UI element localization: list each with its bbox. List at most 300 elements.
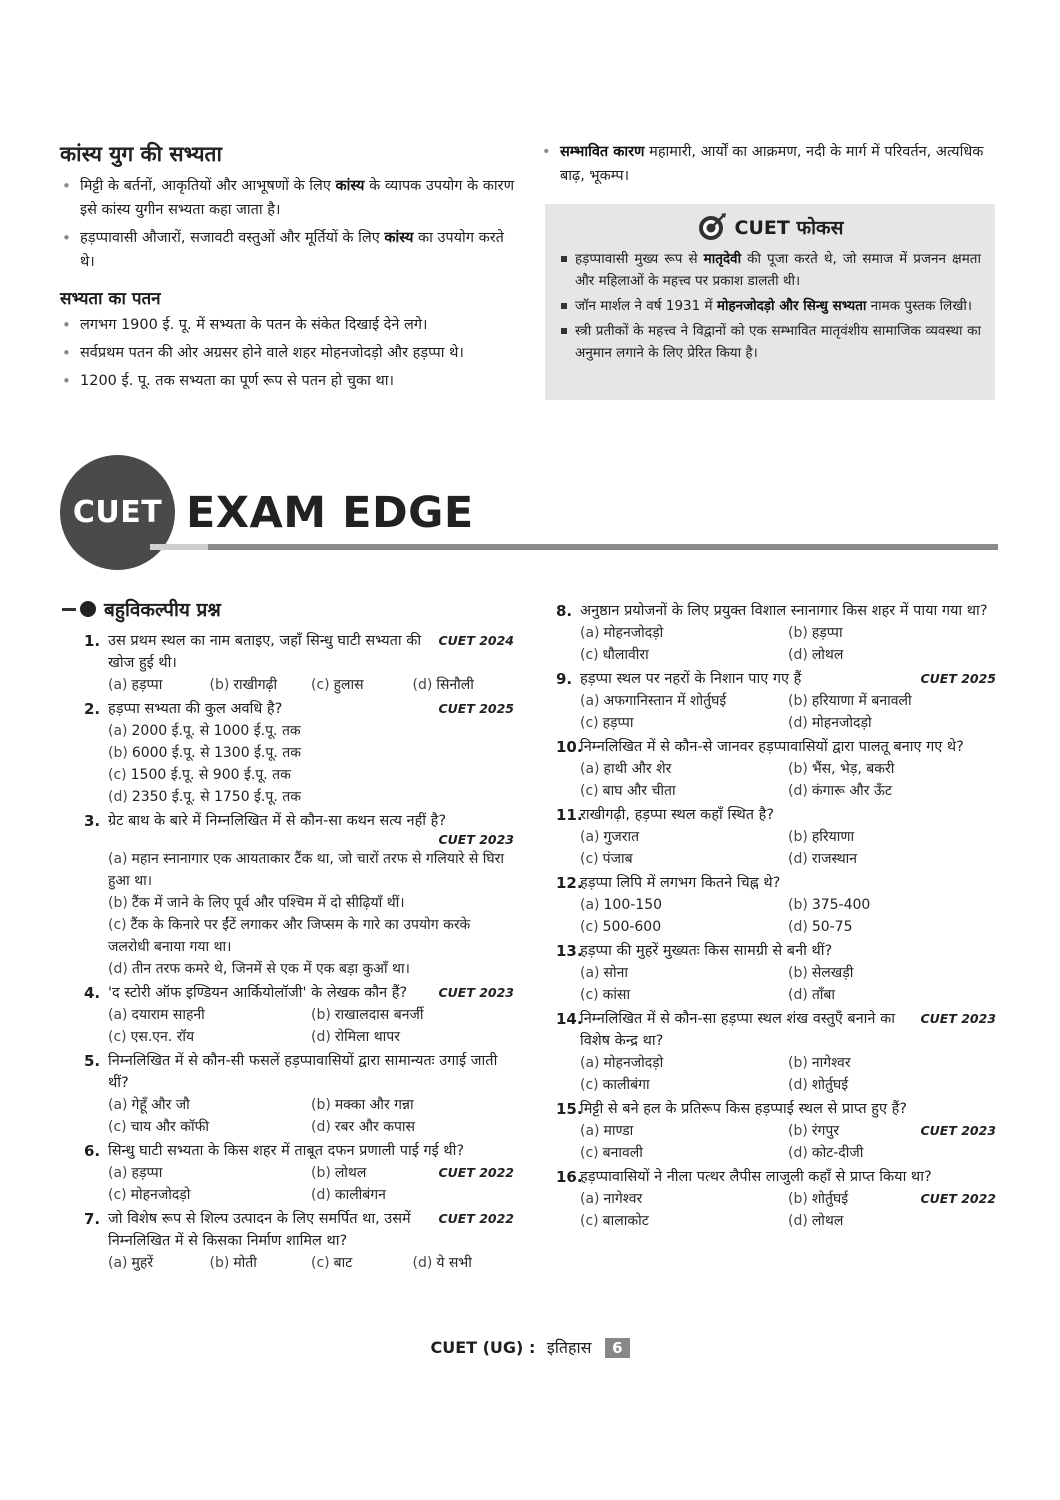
option-letter: (d) <box>788 1213 808 1229</box>
option <box>311 674 413 696</box>
option-letter: (d) <box>788 1145 808 1161</box>
bronze-list <box>60 174 520 274</box>
question-text-content: निम्नलिखित में से कौन-सा हड़प्पा स्थल शंख वस्तुएँ बनाने का विशेष केन्द्र था? <box>580 1011 895 1049</box>
question-text-content: उस प्रथम स्थल का नाम बताइए, जहाँ सिन्धु घाटी सभ्यता की खोज हुई थी। <box>108 633 422 671</box>
option <box>210 674 312 696</box>
option-text: टैंक के किनारे पर ईंटें लगाकर और जिप्सम के गारे का उपयोग करके जलरोधी बनाया गया था। <box>108 917 471 955</box>
options-list <box>84 1252 514 1274</box>
option-text: बनावली <box>602 1145 643 1161</box>
option-text: 1500 ई.पू. से 900 ई.पू. तक <box>130 767 291 783</box>
exam-year-tag: CUET 2023 <box>438 985 514 1000</box>
option <box>580 916 788 938</box>
option <box>788 894 996 916</box>
focus-item-3: स्त्री प्रतीकों के महत्त्व ने विद्वानों को एक सम्भावित मातृवंशीय सामाजिक व्यवस्था का अनुमान लगाने के लिए प्रेरित किया है। <box>559 320 981 364</box>
option-letter: (b) <box>108 745 128 761</box>
option-letter: (a) <box>580 693 600 709</box>
option <box>311 1162 514 1184</box>
option <box>788 780 996 802</box>
question-item <box>84 1140 514 1206</box>
option <box>210 1252 312 1274</box>
question-number: 4. <box>84 984 101 1002</box>
option-letter: (a) <box>108 1255 128 1271</box>
option-letter: (c) <box>580 783 599 799</box>
option <box>788 1120 996 1142</box>
decline-item-2: • सर्वप्रथम पतन की ओर अग्रसर होने वाले शहर मोहनजोदड़ो और हड़प्पा थे। <box>60 341 520 365</box>
question-item <box>556 668 996 734</box>
question-item <box>556 804 996 870</box>
question-text <box>108 1050 514 1094</box>
option-letter: (b) <box>311 1097 331 1113</box>
question-number: 14. <box>556 1010 583 1028</box>
option-letter: (a) <box>580 1055 600 1071</box>
bronze-age-section <box>60 140 520 397</box>
option <box>108 720 514 742</box>
option <box>580 1074 788 1096</box>
option-text: धौलावीरा <box>602 647 649 663</box>
question-row <box>556 872 996 894</box>
option-letter: (d) <box>788 919 808 935</box>
question-row <box>556 736 996 758</box>
option <box>788 848 996 870</box>
option <box>108 764 514 786</box>
option <box>311 1026 514 1048</box>
option <box>311 1004 514 1026</box>
option-text: 100-150 <box>603 897 663 913</box>
option-letter: (c) <box>580 715 599 731</box>
option <box>788 962 996 984</box>
question-row <box>84 1208 514 1252</box>
option-text: कांसा <box>602 987 631 1003</box>
option <box>108 1116 311 1138</box>
option-text: 2000 ई.पू. से 1000 ई.पू. तक <box>131 723 301 739</box>
option <box>108 1004 311 1026</box>
question-item <box>556 1166 996 1232</box>
option <box>108 1026 311 1048</box>
option-text: लोथल <box>334 1165 367 1181</box>
option-text: कोट-दीजी <box>811 1145 864 1161</box>
option <box>413 674 515 696</box>
option-letter: (c) <box>580 851 599 867</box>
options-list <box>556 1052 996 1096</box>
option-letter: (b) <box>788 897 808 913</box>
option-text: मोहनजोदड़ो <box>603 625 664 641</box>
question-text <box>580 1098 996 1120</box>
options-list <box>84 674 514 696</box>
question-row <box>556 940 996 962</box>
option-letter: (d) <box>108 961 128 977</box>
option <box>108 958 514 980</box>
question-item <box>556 600 996 666</box>
option-letter: (c) <box>580 1145 599 1161</box>
option-text: टैंक में जाने के लिए पूर्व और पश्चिम में दो सीढ़ियाँ थीं। <box>131 895 405 911</box>
target-icon <box>697 212 727 242</box>
option <box>108 674 210 696</box>
question-text-content: जो विशेष रूप से शिल्प उत्पादन के लिए समर्पित था, उसमें निम्नलिखित में से किसका निर्माण शामिल था? <box>108 1211 411 1249</box>
option-letter: (a) <box>108 1165 128 1181</box>
option-letter: (c) <box>108 1187 127 1203</box>
question-row <box>556 600 996 622</box>
question-text-content: हड़प्पावासियों ने नीला पत्थर लैपीस लाजुली कहाँ से प्राप्त किया था? <box>580 1169 932 1185</box>
question-text <box>108 1208 514 1252</box>
option-letter: (b) <box>209 1255 230 1271</box>
question-text-content: हड़प्पा स्थल पर नहरों के निशान पाए गए हैं <box>580 671 802 687</box>
decline-list <box>60 313 520 393</box>
option-text: गुजरात <box>603 829 640 845</box>
option-text: चाय और कॉफी <box>130 1119 210 1135</box>
options-list <box>556 758 996 802</box>
option-text: सोना <box>603 965 629 981</box>
option-text: कालीबंगन <box>334 1187 386 1203</box>
option-letter: (c) <box>108 1119 127 1135</box>
banner-rule <box>208 544 998 550</box>
question-text-content: मिट्टी से बने हल के प्रतिरूप किस हड़प्पाई स्थल से प्राप्त हुए हैं? <box>580 1101 907 1117</box>
option-text: माण्डा <box>603 1123 634 1139</box>
option <box>580 622 788 644</box>
exam-edge-title: EXAM EDGE <box>186 488 474 538</box>
option-text: रंगपुर <box>811 1123 840 1139</box>
option-text: बाघ और चीता <box>602 783 676 799</box>
option <box>788 826 996 848</box>
question-row <box>556 1098 996 1120</box>
question-item <box>84 698 514 808</box>
option-letter: (a) <box>580 829 600 845</box>
options-list <box>84 1162 514 1206</box>
option-letter: (d) <box>788 715 808 731</box>
heading-dot-icon <box>80 601 96 617</box>
question-number: 12. <box>556 874 583 892</box>
question-text <box>580 804 996 826</box>
option <box>788 644 996 666</box>
option-letter: (b) <box>209 677 230 693</box>
option-text: 50-75 <box>811 919 853 935</box>
question-text-content: हड़प्पा की मुहरें मुख्यतः किस सामग्री से बनी थीं? <box>580 943 833 959</box>
option <box>788 984 996 1006</box>
option-text: मुहरें <box>131 1255 154 1271</box>
option-letter: (d) <box>412 1255 433 1271</box>
focus-item-1: हड़प्पावासी मुख्य रूप से मातृदेवी की पूजा करते थे, जो समाज में प्रजनन क्षमता और महिलाओं के महत्त्व पर प्रकाश डालती थी। <box>559 248 981 292</box>
question-row <box>556 804 996 826</box>
banner-rule-light <box>150 544 210 550</box>
option-text: ताँबा <box>811 987 836 1003</box>
option <box>580 826 788 848</box>
option-text: 375-400 <box>811 897 871 913</box>
question-text <box>108 630 514 674</box>
option-text: हरियाणा में बनावली <box>811 693 912 709</box>
option <box>108 1162 311 1184</box>
option-text: शोर्तुघई <box>811 1077 849 1093</box>
bronze-item-1: • मिट्टी के बर्तनों, आकृतियों और आभूषणों के लिए कांस्य के व्यापक उपयोग के कारण इसे कांस्य युगीन सभ्यता कहा जाता है। <box>60 174 520 222</box>
options-list <box>556 622 996 666</box>
option-text: बाट <box>333 1255 353 1271</box>
option-letter: (a) <box>580 897 600 913</box>
mcq-heading <box>62 596 221 622</box>
option <box>580 1188 788 1210</box>
section-title-bronze: कांस्य युग की सभ्यता <box>60 142 222 166</box>
question-text <box>580 600 996 622</box>
option-text: हरियाणा <box>811 829 855 845</box>
options-list <box>84 1004 514 1048</box>
option-text: राखीगढ़ी <box>233 677 278 693</box>
option-letter: (a) <box>580 1191 600 1207</box>
question-text-content: हड़प्पा लिपि में लगभग कितने चिह्न थे? <box>580 875 781 891</box>
exam-year-tag: CUET 2024 <box>438 633 514 648</box>
question-text <box>580 668 996 690</box>
question-number: 6. <box>84 1142 101 1160</box>
question-text <box>108 698 514 720</box>
question-item <box>84 630 514 696</box>
decline-item-3: • 1200 ई. पू. तक सभ्यता का पूर्ण रूप से पतन हो चुका था। <box>60 369 520 393</box>
option <box>580 962 788 984</box>
option <box>108 1252 210 1274</box>
option-letter: (a) <box>108 677 128 693</box>
option-letter: (b) <box>788 625 808 641</box>
option-letter: (c) <box>108 917 127 933</box>
page-number: 6 <box>605 1338 629 1358</box>
option <box>311 1252 413 1274</box>
option <box>788 1052 996 1074</box>
question-row <box>84 810 514 832</box>
option-letter: (a) <box>580 1123 600 1139</box>
question-item <box>556 872 996 938</box>
question-number: 3. <box>84 812 101 830</box>
exam-year-tag: CUET 2022 <box>920 1191 996 1206</box>
option <box>788 916 996 938</box>
option <box>788 1142 996 1164</box>
option-letter: (c) <box>311 1255 330 1271</box>
option-text: मोती <box>233 1255 257 1271</box>
exam-year-tag: CUET 2023 <box>920 1123 996 1138</box>
option-text: हड़प्पा <box>131 677 163 693</box>
option-text: राखालदास बनर्जी <box>334 1007 424 1023</box>
options-list <box>84 848 514 980</box>
option <box>788 1074 996 1096</box>
exam-year-tag: CUET 2025 <box>920 671 996 686</box>
question-item <box>556 940 996 1006</box>
bronze-item-2: • हड़प्पावासी औजारों, सजावटी वस्तुओं और मूर्तियों के लिए कांस्य का उपयोग करते थे। <box>60 226 520 274</box>
question-item <box>84 810 514 980</box>
question-item <box>556 736 996 802</box>
option <box>788 758 996 780</box>
question-row <box>84 630 514 674</box>
focus-list <box>559 248 981 364</box>
question-number: 7. <box>84 1210 101 1228</box>
option <box>580 780 788 802</box>
option-letter: (c) <box>108 767 127 783</box>
option-text: मोहनजोदड़ो <box>811 715 872 731</box>
option-text: बालाकोट <box>602 1213 649 1229</box>
focus-item-2: जॉन मार्शल ने वर्ष 1931 में मोहनजोदड़ो और सिन्धु सभ्यता नामक पुस्तक लिखी। <box>559 295 981 317</box>
options-list <box>556 894 996 938</box>
exam-year-tag: CUET 2022 <box>438 1211 514 1226</box>
option-letter: (a) <box>580 625 600 641</box>
question-text-content: 'द स्टोरी ऑफ इण्डियन आर्कियोलॉजी' के लेखक कौन हैं? <box>108 985 408 1001</box>
question-text-content: सिन्धु घाटी सभ्यता के किस शहर में ताबूत दफन प्रणाली पाई गई थी? <box>108 1143 465 1159</box>
option-text: कालीबंगा <box>602 1077 650 1093</box>
option-letter: (b) <box>311 1165 331 1181</box>
option-letter: (a) <box>580 965 600 981</box>
option-letter: (b) <box>311 1007 331 1023</box>
option <box>580 894 788 916</box>
question-text-content: ग्रेट बाथ के बारे में निम्नलिखित में से कौन-सा कथन सत्य नहीं है? <box>108 813 447 829</box>
option <box>108 848 514 892</box>
question-text <box>108 1140 514 1162</box>
focus-title: CUET फोकस <box>734 217 844 239</box>
option-letter: (b) <box>788 965 808 981</box>
option <box>788 622 996 644</box>
question-text <box>108 810 514 832</box>
option <box>788 712 996 734</box>
question-number: 9. <box>556 670 573 688</box>
option-letter: (b) <box>788 829 808 845</box>
question-text-content: निम्नलिखित में से कौन-सी फसलें हड़प्पावासियों द्वारा सामान्यतः उगाई जाती थीं? <box>108 1053 498 1091</box>
cuet-badge-text: CUET <box>72 495 163 530</box>
option-text: हड़प्पा <box>602 715 634 731</box>
option-text: एस.एन. रॉय <box>130 1029 195 1045</box>
option-letter: (d) <box>311 1187 331 1203</box>
option-letter: (b) <box>788 693 808 709</box>
option-text: ये सभी <box>436 1255 472 1271</box>
options-list <box>556 826 996 870</box>
option-letter: (b) <box>788 1055 808 1071</box>
option <box>580 1142 788 1164</box>
option-letter: (a) <box>108 1097 128 1113</box>
cuet-badge <box>60 455 175 570</box>
question-text <box>580 1166 996 1188</box>
cuet-focus-box <box>545 204 995 400</box>
option-text: हड़प्पा <box>811 625 843 641</box>
option-letter: (b) <box>788 1123 808 1139</box>
option-text: हाथी और शेर <box>603 761 672 777</box>
question-text-content: अनुष्ठान प्रयोजनों के लिए प्रयुक्त विशाल स्नानागार किस शहर में पाया गया था? <box>580 603 988 619</box>
question-text-content: हड़प्पा सभ्यता की कुल अवधि है? <box>108 701 283 717</box>
option <box>580 758 788 780</box>
question-item <box>556 1008 996 1096</box>
option <box>788 1188 996 1210</box>
option-text: महान स्नानागार एक आयताकार टैंक था, जो चारों तरफ से गलियारे से घिरा हुआ था। <box>108 851 504 889</box>
decline-item-1: • लगभग 1900 ई. पू. में सभ्यता के पतन के संकेत दिखाई देने लगे। <box>60 313 520 337</box>
option-text: तीन तरफ कमरे थे, जिनमें से एक में एक बड़ा कुआँ था। <box>131 961 410 977</box>
option-letter: (a) <box>580 761 600 777</box>
option <box>311 1094 514 1116</box>
exam-year-tag: CUET 2022 <box>438 1165 514 1180</box>
option-text: लोथल <box>811 647 844 663</box>
possible-causes: • सम्भावित कारण महामारी, आर्यों का आक्रमण, नदी के मार्ग में परिवर्तन, अत्यधिक बाढ़, भूकम्प। <box>540 140 995 188</box>
option-text: लोथल <box>811 1213 844 1229</box>
causes-section <box>540 140 995 188</box>
option-letter: (d) <box>108 789 128 805</box>
question-row <box>84 982 514 1004</box>
option-letter: (a) <box>108 851 128 867</box>
option <box>580 984 788 1006</box>
options-list <box>84 720 514 808</box>
question-number: 15. <box>556 1100 583 1118</box>
questions-right-column <box>556 600 996 1234</box>
option-letter: (c) <box>580 1077 599 1093</box>
option <box>580 690 788 712</box>
option-letter: (b) <box>788 1191 808 1207</box>
question-number: 16. <box>556 1168 583 1186</box>
option-letter: (b) <box>108 895 128 911</box>
option-letter: (b) <box>788 761 808 777</box>
option-letter: (c) <box>580 1213 599 1229</box>
option-text: मोहनजोदड़ो <box>603 1055 664 1071</box>
footer-subject: इतिहास <box>546 1338 592 1357</box>
option-text: राजस्थान <box>811 851 858 867</box>
option <box>108 786 514 808</box>
heading-dash <box>62 608 76 611</box>
question-text <box>580 940 996 962</box>
option-text: सेलखड़ी <box>811 965 854 981</box>
option-letter: (d) <box>311 1029 331 1045</box>
question-number: 1. <box>84 632 101 650</box>
option <box>311 1184 514 1206</box>
exam-year-tag: CUET 2025 <box>438 701 514 716</box>
question-number: 2. <box>84 700 101 718</box>
option <box>413 1252 515 1274</box>
question-item <box>84 1050 514 1138</box>
options-list <box>556 1120 996 1164</box>
option-letter: (d) <box>788 851 808 867</box>
option <box>108 1094 311 1116</box>
option-letter: (c) <box>580 647 599 663</box>
options-list <box>556 1188 996 1232</box>
question-number: 5. <box>84 1052 101 1070</box>
option-text: भैंस, भेड़, बकरी <box>811 761 895 777</box>
option-text: कंगारू और ऊँट <box>811 783 892 799</box>
question-text <box>580 736 996 758</box>
question-number: 11. <box>556 806 583 824</box>
exam-year-tag: CUET 2023 <box>920 1011 996 1026</box>
question-number: 8. <box>556 602 573 620</box>
option-letter: (c) <box>108 1029 127 1045</box>
question-text <box>580 1008 996 1052</box>
option <box>580 848 788 870</box>
option-text: अफगानिस्तान में शोर्तुघई <box>603 693 727 709</box>
option-text: नागेश्वर <box>603 1191 643 1207</box>
option <box>580 712 788 734</box>
option-text: सिनौली <box>436 677 474 693</box>
option-text: 2350 ई.पू. से 1750 ई.पू. तक <box>131 789 301 805</box>
question-text-content: निम्नलिखित में से कौन-से जानवर हड़प्पावासियों द्वारा पालतू बनाए गए थे? <box>580 739 964 755</box>
option-text: नागेश्वर <box>811 1055 851 1071</box>
option-letter: (a) <box>108 723 128 739</box>
question-item <box>556 1098 996 1164</box>
option-text: शोर्तुघई <box>811 1191 849 1207</box>
question-row <box>556 668 996 690</box>
option-text: रोमिला थापर <box>334 1029 400 1045</box>
option-text: रबर और कपास <box>334 1119 416 1135</box>
option <box>580 644 788 666</box>
question-text <box>108 982 514 1004</box>
option <box>580 1120 788 1142</box>
option-text: पंजाब <box>602 851 633 867</box>
exam-year-tag: CUET 2023 <box>438 832 514 847</box>
option-text: मक्का और गन्ना <box>334 1097 414 1113</box>
question-item <box>84 982 514 1048</box>
questions-left-column <box>84 630 514 1276</box>
option-letter: (d) <box>788 987 808 1003</box>
option <box>788 690 996 712</box>
option-text: 500-600 <box>602 919 662 935</box>
mcq-title: बहुविकल्पीय प्रश्न <box>104 599 221 621</box>
option-text: 6000 ई.पू. से 1300 ई.पू. तक <box>131 745 301 761</box>
option-letter: (a) <box>108 1007 128 1023</box>
option-letter: (c) <box>580 987 599 1003</box>
option-letter: (c) <box>580 919 599 935</box>
option <box>788 1210 996 1232</box>
option-letter: (d) <box>788 783 808 799</box>
option-letter: (c) <box>311 677 330 693</box>
